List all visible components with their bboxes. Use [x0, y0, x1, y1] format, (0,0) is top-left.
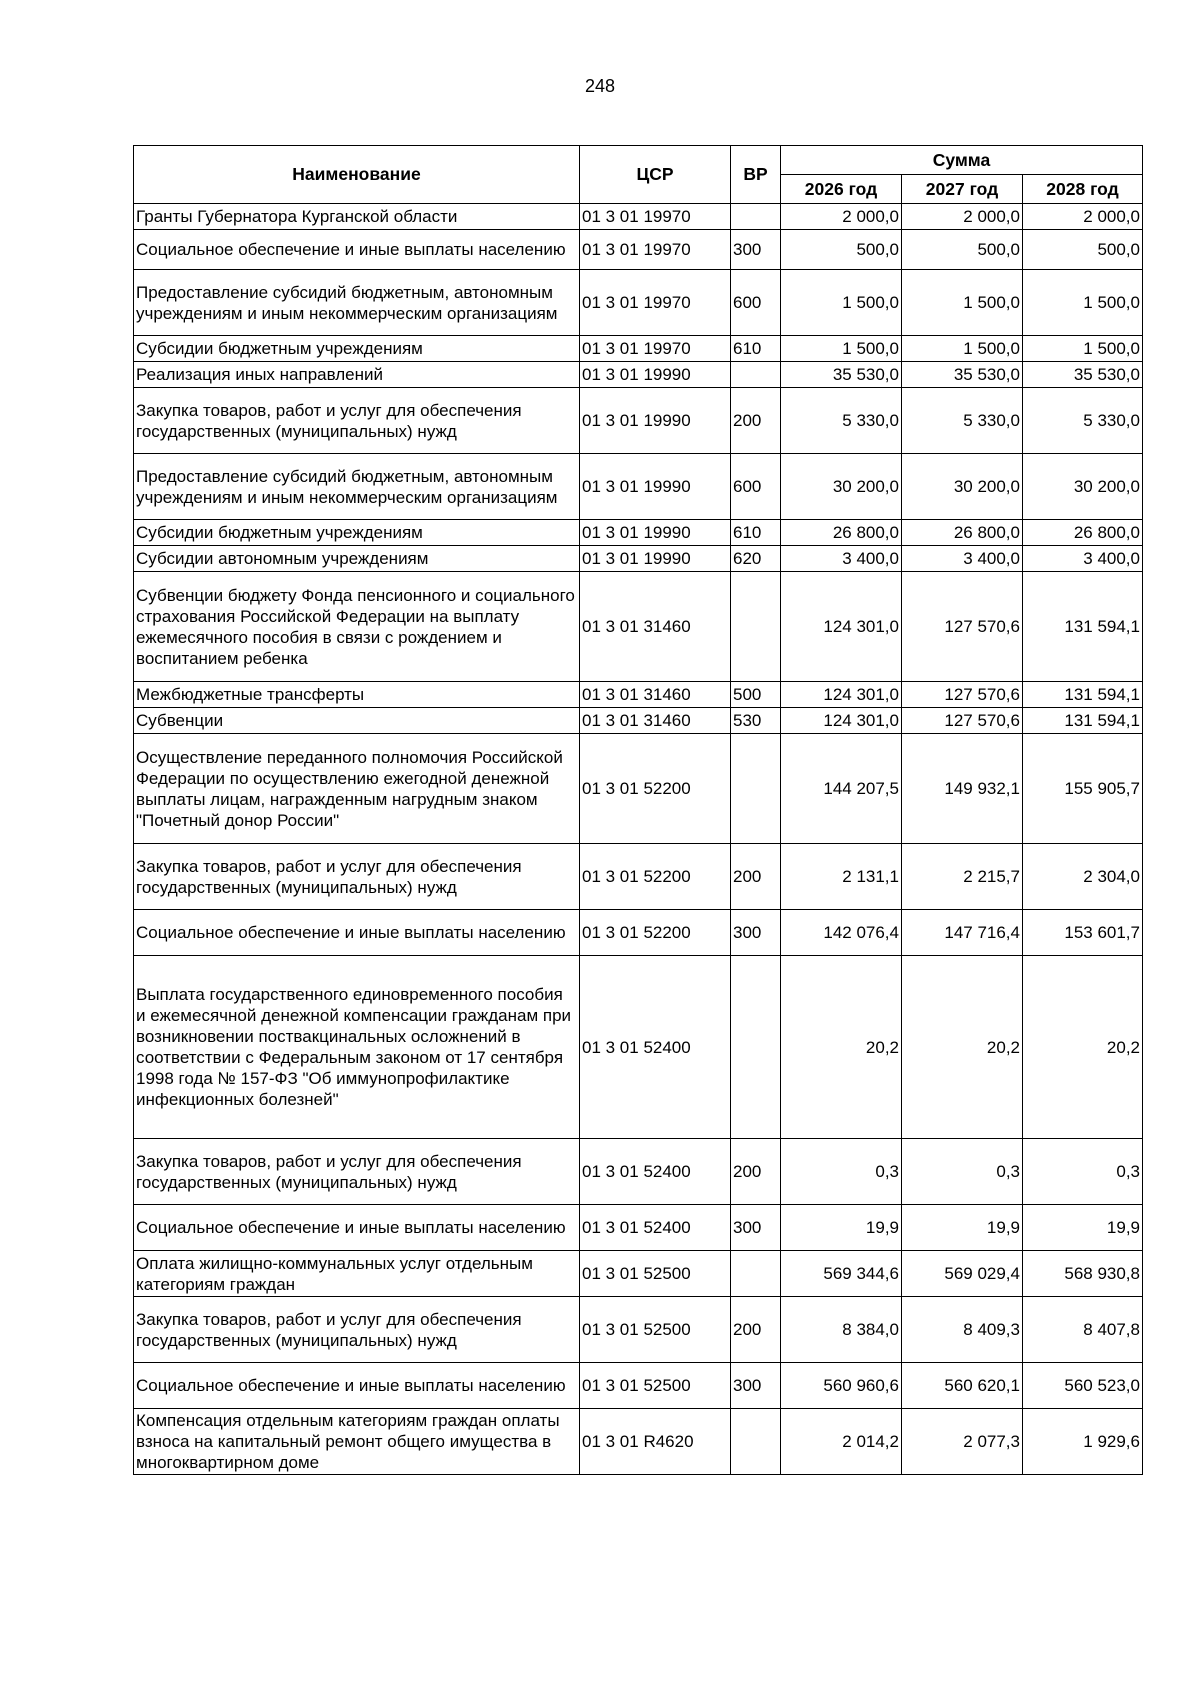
row-value-2027: 20,2 — [902, 956, 1023, 1139]
row-value-2028: 155 905,7 — [1023, 734, 1143, 844]
row-name: Социальное обеспечение и иные выплаты населению — [134, 230, 580, 270]
row-value-2028: 3 400,0 — [1023, 546, 1143, 572]
header-2027: 2027 год — [902, 175, 1023, 204]
row-vr: 530 — [731, 708, 781, 734]
row-name: Субвенции — [134, 708, 580, 734]
row-value-2026: 5 330,0 — [781, 388, 902, 454]
row-csr: 01 3 01 52400 — [580, 1205, 731, 1251]
row-csr: 01 3 01 R4620 — [580, 1409, 731, 1475]
row-value-2027: 127 570,6 — [902, 572, 1023, 682]
row-value-2026: 144 207,5 — [781, 734, 902, 844]
row-value-2026: 1 500,0 — [781, 270, 902, 336]
row-name: Предоставление субсидий бюджетным, автономным учреждениям и иным некоммерческим организациям — [134, 454, 580, 520]
row-name: Социальное обеспечение и иные выплаты населению — [134, 910, 580, 956]
row-csr: 01 3 01 19990 — [580, 454, 731, 520]
row-value-2027: 149 932,1 — [902, 734, 1023, 844]
row-vr — [731, 362, 781, 388]
row-value-2027: 127 570,6 — [902, 682, 1023, 708]
row-value-2028: 560 523,0 — [1023, 1363, 1143, 1409]
row-value-2027: 0,3 — [902, 1139, 1023, 1205]
page-number: 248 — [584, 76, 616, 96]
row-name: Компенсация отдельным категориям граждан оплаты взноса на капитальный ремонт общего имущества в многоквартирном доме — [134, 1409, 580, 1475]
row-value-2026: 142 076,4 — [781, 910, 902, 956]
row-value-2028: 131 594,1 — [1023, 708, 1143, 734]
row-value-2028: 1 500,0 — [1023, 270, 1143, 336]
row-name: Закупка товаров, работ и услуг для обеспечения государственных (муниципальных) нужд — [134, 844, 580, 910]
row-vr: 600 — [731, 454, 781, 520]
row-value-2028: 30 200,0 — [1023, 454, 1143, 520]
row-value-2027: 1 500,0 — [902, 270, 1023, 336]
row-name: Закупка товаров, работ и услуг для обеспечения государственных (муниципальных) нужд — [134, 388, 580, 454]
table-row — [134, 388, 1143, 454]
row-value-2026: 2 131,1 — [781, 844, 902, 910]
row-vr: 300 — [731, 230, 781, 270]
row-value-2027: 2 215,7 — [902, 844, 1023, 910]
row-value-2027: 3 400,0 — [902, 546, 1023, 572]
row-value-2028: 2 304,0 — [1023, 844, 1143, 910]
row-value-2028: 8 407,8 — [1023, 1297, 1143, 1363]
row-value-2026: 124 301,0 — [781, 682, 902, 708]
row-value-2026: 124 301,0 — [781, 708, 902, 734]
row-vr: 300 — [731, 1205, 781, 1251]
row-value-2026: 500,0 — [781, 230, 902, 270]
row-value-2026: 20,2 — [781, 956, 902, 1139]
row-csr: 01 3 01 19970 — [580, 336, 731, 362]
row-vr — [731, 734, 781, 844]
row-value-2026: 26 800,0 — [781, 520, 902, 546]
row-vr: 200 — [731, 844, 781, 910]
row-value-2027: 2 077,3 — [902, 1409, 1023, 1475]
row-csr: 01 3 01 19970 — [580, 204, 731, 230]
row-csr: 01 3 01 52200 — [580, 910, 731, 956]
row-csr: 01 3 01 52400 — [580, 956, 731, 1139]
table-row — [134, 572, 1143, 682]
budget-table — [133, 145, 1143, 1475]
row-value-2027: 500,0 — [902, 230, 1023, 270]
row-value-2026: 124 301,0 — [781, 572, 902, 682]
row-vr: 300 — [731, 1363, 781, 1409]
row-value-2026: 30 200,0 — [781, 454, 902, 520]
row-name: Оплата жилищно-коммунальных услуг отдельным категориям граждан — [134, 1251, 580, 1297]
row-csr: 01 3 01 31460 — [580, 682, 731, 708]
row-value-2028: 20,2 — [1023, 956, 1143, 1139]
row-csr: 01 3 01 52200 — [580, 844, 731, 910]
table-row — [134, 454, 1143, 520]
table-row — [134, 546, 1143, 572]
row-value-2027: 2 000,0 — [902, 204, 1023, 230]
row-value-2027: 30 200,0 — [902, 454, 1023, 520]
table-row — [134, 1251, 1143, 1297]
table-row — [134, 1139, 1143, 1205]
row-value-2026: 35 530,0 — [781, 362, 902, 388]
table-body — [134, 204, 1143, 1475]
row-value-2026: 8 384,0 — [781, 1297, 902, 1363]
row-vr: 620 — [731, 546, 781, 572]
row-vr: 300 — [731, 910, 781, 956]
row-value-2026: 569 344,6 — [781, 1251, 902, 1297]
row-name: Межбюджетные трансферты — [134, 682, 580, 708]
row-vr — [731, 1251, 781, 1297]
row-value-2028: 26 800,0 — [1023, 520, 1143, 546]
row-value-2028: 500,0 — [1023, 230, 1143, 270]
row-value-2028: 1 500,0 — [1023, 336, 1143, 362]
row-name: Выплата государственного единовременного пособия и ежемесячной денежной компенсации гражданам при возникновении поствакцинальных осложнений в соответствии с Федеральным законом от 17 сентября 1998 года № 157-ФЗ "Об иммунопрофилактике инфекционных болезней" — [134, 956, 580, 1139]
row-name: Предоставление субсидий бюджетным, автономным учреждениям и иным некоммерческим организациям — [134, 270, 580, 336]
row-vr: 200 — [731, 388, 781, 454]
row-value-2026: 3 400,0 — [781, 546, 902, 572]
row-value-2027: 560 620,1 — [902, 1363, 1023, 1409]
table-row — [134, 362, 1143, 388]
row-value-2026: 1 500,0 — [781, 336, 902, 362]
row-value-2028: 568 930,8 — [1023, 1251, 1143, 1297]
header-2028: 2028 год — [1023, 175, 1143, 204]
row-csr: 01 3 01 19990 — [580, 520, 731, 546]
row-csr: 01 3 01 31460 — [580, 708, 731, 734]
row-name: Реализация иных направлений — [134, 362, 580, 388]
row-value-2028: 19,9 — [1023, 1205, 1143, 1251]
row-value-2028: 153 601,7 — [1023, 910, 1143, 956]
row-name: Закупка товаров, работ и услуг для обеспечения государственных (муниципальных) нужд — [134, 1139, 580, 1205]
row-value-2026: 19,9 — [781, 1205, 902, 1251]
table-row — [134, 708, 1143, 734]
row-value-2027: 19,9 — [902, 1205, 1023, 1251]
row-vr: 610 — [731, 520, 781, 546]
row-name: Социальное обеспечение и иные выплаты населению — [134, 1205, 580, 1251]
row-vr — [731, 204, 781, 230]
header-sum: Сумма — [781, 146, 1143, 175]
header-vr: ВР — [731, 146, 781, 204]
row-value-2028: 5 330,0 — [1023, 388, 1143, 454]
row-csr: 01 3 01 52500 — [580, 1297, 731, 1363]
row-vr: 500 — [731, 682, 781, 708]
table-row — [134, 520, 1143, 546]
table-row — [134, 1297, 1143, 1363]
row-vr — [731, 1409, 781, 1475]
row-value-2026: 560 960,6 — [781, 1363, 902, 1409]
row-vr — [731, 956, 781, 1139]
row-name: Осуществление переданного полномочия Российской Федерации по осуществлению ежегодной денежной выплаты лицам, награжденным нагрудным знаком "Почетный донор России" — [134, 734, 580, 844]
row-value-2027: 5 330,0 — [902, 388, 1023, 454]
row-value-2026: 0,3 — [781, 1139, 902, 1205]
row-csr: 01 3 01 52400 — [580, 1139, 731, 1205]
table-row — [134, 734, 1143, 844]
row-name: Субсидии автономным учреждениям — [134, 546, 580, 572]
row-value-2027: 127 570,6 — [902, 708, 1023, 734]
row-vr: 200 — [731, 1139, 781, 1205]
row-value-2028: 35 530,0 — [1023, 362, 1143, 388]
row-value-2027: 569 029,4 — [902, 1251, 1023, 1297]
header-2026: 2026 год — [781, 175, 902, 204]
table-row — [134, 910, 1143, 956]
row-csr: 01 3 01 19990 — [580, 388, 731, 454]
table-row — [134, 270, 1143, 336]
row-name: Закупка товаров, работ и услуг для обеспечения государственных (муниципальных) нужд — [134, 1297, 580, 1363]
row-value-2027: 8 409,3 — [902, 1297, 1023, 1363]
header-name: Наименование — [134, 146, 580, 204]
row-value-2028: 131 594,1 — [1023, 572, 1143, 682]
table-row — [134, 956, 1143, 1139]
row-vr: 600 — [731, 270, 781, 336]
row-vr: 200 — [731, 1297, 781, 1363]
row-value-2026: 2 014,2 — [781, 1409, 902, 1475]
row-csr: 01 3 01 19990 — [580, 546, 731, 572]
row-name: Субсидии бюджетным учреждениям — [134, 520, 580, 546]
row-csr: 01 3 01 19970 — [580, 270, 731, 336]
row-value-2026: 2 000,0 — [781, 204, 902, 230]
row-value-2027: 1 500,0 — [902, 336, 1023, 362]
row-name: Субвенции бюджету Фонда пенсионного и социального страхования Российской Федерации на выплату ежемесячного пособия в связи с рождением и воспитанием ребенка — [134, 572, 580, 682]
row-csr: 01 3 01 52500 — [580, 1363, 731, 1409]
row-value-2027: 147 716,4 — [902, 910, 1023, 956]
header-csr: ЦСР — [580, 146, 731, 204]
row-value-2027: 26 800,0 — [902, 520, 1023, 546]
row-value-2027: 35 530,0 — [902, 362, 1023, 388]
row-vr — [731, 572, 781, 682]
table-row — [134, 1409, 1143, 1475]
row-value-2028: 2 000,0 — [1023, 204, 1143, 230]
row-csr: 01 3 01 19970 — [580, 230, 731, 270]
row-name: Гранты Губернатора Курганской области — [134, 204, 580, 230]
table-row — [134, 1205, 1143, 1251]
row-value-2028: 131 594,1 — [1023, 682, 1143, 708]
row-vr: 610 — [731, 336, 781, 362]
row-name: Социальное обеспечение и иные выплаты населению — [134, 1363, 580, 1409]
table-row — [134, 336, 1143, 362]
table-row — [134, 1363, 1143, 1409]
row-csr: 01 3 01 19990 — [580, 362, 731, 388]
row-value-2028: 0,3 — [1023, 1139, 1143, 1205]
row-name: Субсидии бюджетным учреждениям — [134, 336, 580, 362]
table-row — [134, 844, 1143, 910]
table-row — [134, 230, 1143, 270]
row-csr: 01 3 01 52200 — [580, 734, 731, 844]
row-value-2028: 1 929,6 — [1023, 1409, 1143, 1475]
table-row — [134, 204, 1143, 230]
table-row — [134, 682, 1143, 708]
row-csr: 01 3 01 52500 — [580, 1251, 731, 1297]
row-csr: 01 3 01 31460 — [580, 572, 731, 682]
